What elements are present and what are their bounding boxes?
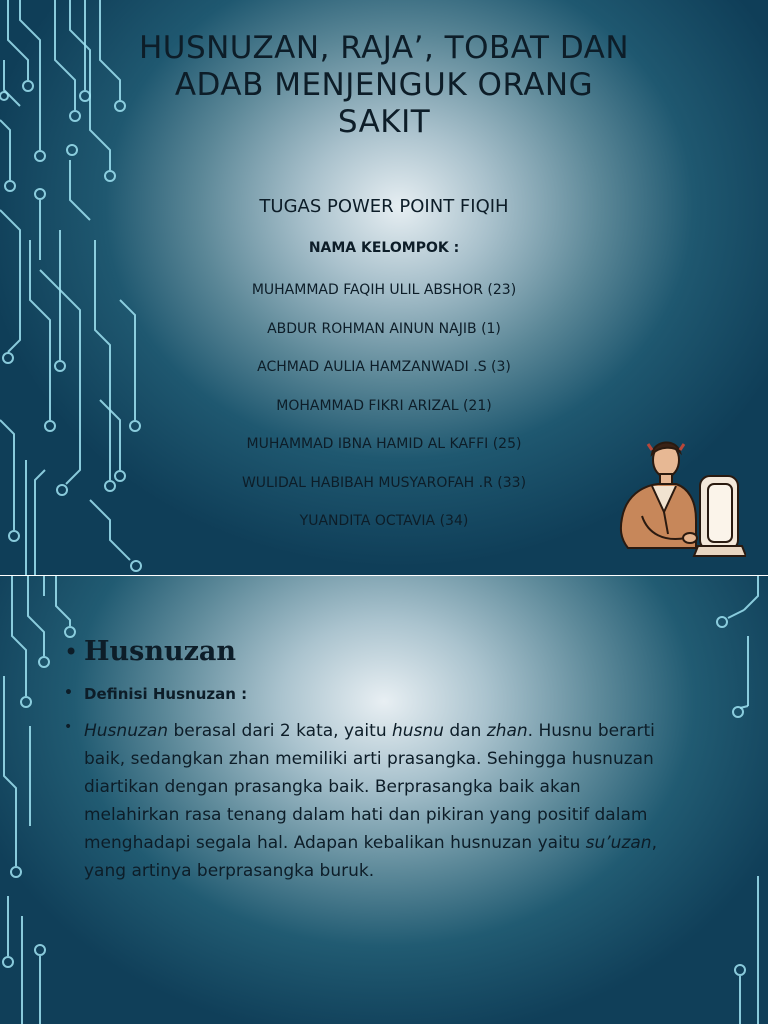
paragraph-text: dan: [443, 721, 487, 741]
member-name: MOHAMMAD FIKRI ARIZAL: [276, 397, 459, 414]
section-heading: Husnuzan: [84, 636, 237, 667]
title-line-3: SAKIT: [337, 104, 431, 140]
term-zhan: zhan: [486, 721, 528, 741]
term-husnuzan: Husnuzan: [84, 721, 169, 741]
definition-row: [64, 685, 704, 703]
member-name: ABDUR ROHMAN AINUN NAJIB: [267, 320, 477, 337]
member-name: MUHAMMAD IBNA HAMID AL KAFFI: [246, 436, 489, 452]
title-line-1: HUSNUZAN, RAJA’, TOBAT DAN: [138, 30, 630, 66]
member-number: (23): [487, 282, 517, 298]
member-number: (33): [497, 474, 527, 491]
member-number: (25): [492, 436, 522, 452]
member-item: [0, 357, 768, 396]
definition-label: Definisi Husnuzan :: [84, 685, 248, 703]
term-suuzan: su’uzan: [585, 833, 652, 853]
member-item: [0, 319, 768, 358]
member-item: [0, 280, 768, 319]
paragraph-text: berasal dari 2 kata, yaitu: [168, 721, 392, 741]
member-number: (34): [439, 513, 469, 529]
definition-paragraph-row: [64, 717, 704, 885]
member-item: [0, 396, 768, 435]
slide-body: [64, 636, 704, 885]
subtitle: TUGAS POWER POINT FIQIH: [259, 196, 509, 217]
group-label: NAMA KELOMPOK :: [308, 240, 460, 256]
title-line-2: ADAB MENJENGUK ORANG: [174, 67, 594, 103]
definition-paragraph: [84, 717, 664, 885]
member-name: WULIDAL HABIBAH MUSYAROFAH .R: [241, 474, 493, 491]
heading-row: [64, 636, 704, 667]
paragraph-text: , yang artinya berprasangka buruk.: [84, 833, 657, 881]
content-slide: [0, 576, 768, 1024]
member-name: ACHMAD AULIA HAMZANWADI .S: [257, 359, 487, 375]
member-number: (1): [481, 320, 501, 337]
member-name: MUHAMMAD FAQIH ULIL ABSHOR: [251, 282, 483, 298]
paragraph-text: . Husnu berarti baik, sedangkan zhan memiliki arti prasangka. Sehingga husnuzan diartikan dengan prasangka baik. Berprasangka baik akan melahirkan rasa tenang dalam hati dan pikiran yang positif dalam menghadapi segala hal. Adapan kebalikan husnuzan yaitu: [84, 721, 655, 853]
bullet-icon: •: [64, 685, 73, 701]
member-number: (21): [462, 397, 492, 414]
presentation-title: [84, 30, 684, 141]
member-name: YUANDITA OCTAVIA: [299, 513, 436, 529]
bullet-icon: •: [64, 719, 73, 735]
term-husnu: husnu: [392, 721, 444, 741]
bullet-icon: •: [64, 638, 79, 666]
person-at-computer-clipart: [612, 438, 746, 562]
member-number: (3): [491, 359, 511, 375]
